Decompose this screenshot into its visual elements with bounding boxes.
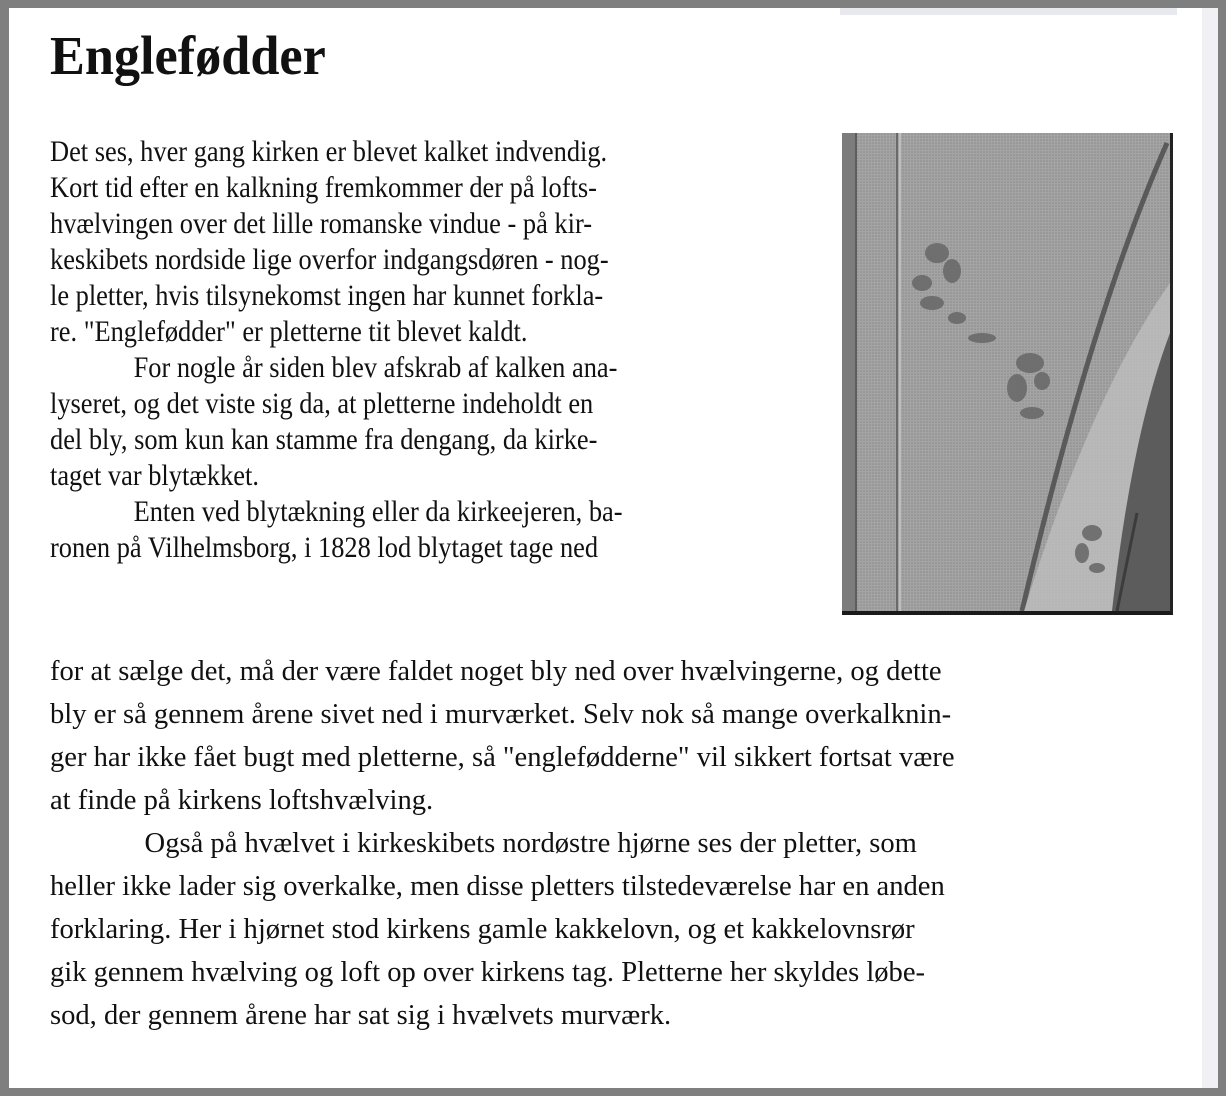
photo-illustration xyxy=(842,133,1170,611)
document-page xyxy=(9,8,1218,1088)
article-body-upper xyxy=(50,134,840,566)
text-line: re. "Englefødder" er pletterne tit blevet kaldt. xyxy=(50,315,528,348)
scan-edge-strip-right xyxy=(1202,8,1218,1088)
text-line-paragraph-start: Også på hvælvet i kirkeskibets nordøstre hjørne ses der pletter, som xyxy=(144,827,917,859)
vault-stain-photo xyxy=(842,133,1173,615)
text-line-paragraph-start: For nogle år siden blev afskrab af kalken ana- xyxy=(133,351,618,384)
article-title: Englefødder xyxy=(50,25,326,86)
scan-edge-strip-top xyxy=(840,8,1177,15)
text-line: le pletter, hvis tilsynekomst ingen har kunnet forkla- xyxy=(50,279,604,312)
text-line: forklaring. Her i hjørnet stod kirkens gamle kakkelovn, og et kakkelovnsrør xyxy=(50,913,915,945)
photo-left-shadow xyxy=(842,133,856,611)
text-line: gik gennem hvælving og loft op over kirkens tag. Pletterne her skyldes løbe- xyxy=(50,956,926,988)
text-line: heller ikke lader sig overkalke, men disse pletters tilstedeværelse har en anden xyxy=(50,870,945,902)
text-line: ronen på Vilhelmsborg, i 1828 lod blytaget tage ned xyxy=(50,531,599,564)
text-line: for at sælge det, må der være faldet noget bly ned over hvælvingerne, og dette xyxy=(50,655,942,687)
text-line: del bly, som kun kan stamme fra dengang, da kirke- xyxy=(50,423,598,456)
text-line: at finde på kirkens loftshvælving. xyxy=(50,784,434,816)
text-line: Kort tid efter en kalkning fremkommer der på lofts- xyxy=(50,171,597,204)
text-line: ger har ikke fået bugt med pletterne, så "englefødderne" vil sikkert fortsat være xyxy=(50,741,955,773)
text-line: bly er så gennem årene sivet ned i murværket. Selv nok så mange overkalknin- xyxy=(50,698,952,730)
text-line-paragraph-start: Enten ved blytækning eller da kirkeejeren, ba- xyxy=(133,495,623,528)
article-body-lower xyxy=(50,650,1200,1037)
text-line: lyseret, og det viste sig da, at pletterne indeholdt en xyxy=(50,387,594,420)
text-line: hvælvingen over det lille romanske vindue - på kir- xyxy=(50,207,593,240)
text-line: sod, der gennem årene har sat sig i hvælvets murværk. xyxy=(50,999,672,1031)
text-line: taget var blytækket. xyxy=(50,459,259,492)
text-line: keskibets nordside lige overfor indgangsdøren - nog- xyxy=(50,243,609,276)
text-line: Det ses, hver gang kirken er blevet kalket indvendig. xyxy=(50,135,608,168)
